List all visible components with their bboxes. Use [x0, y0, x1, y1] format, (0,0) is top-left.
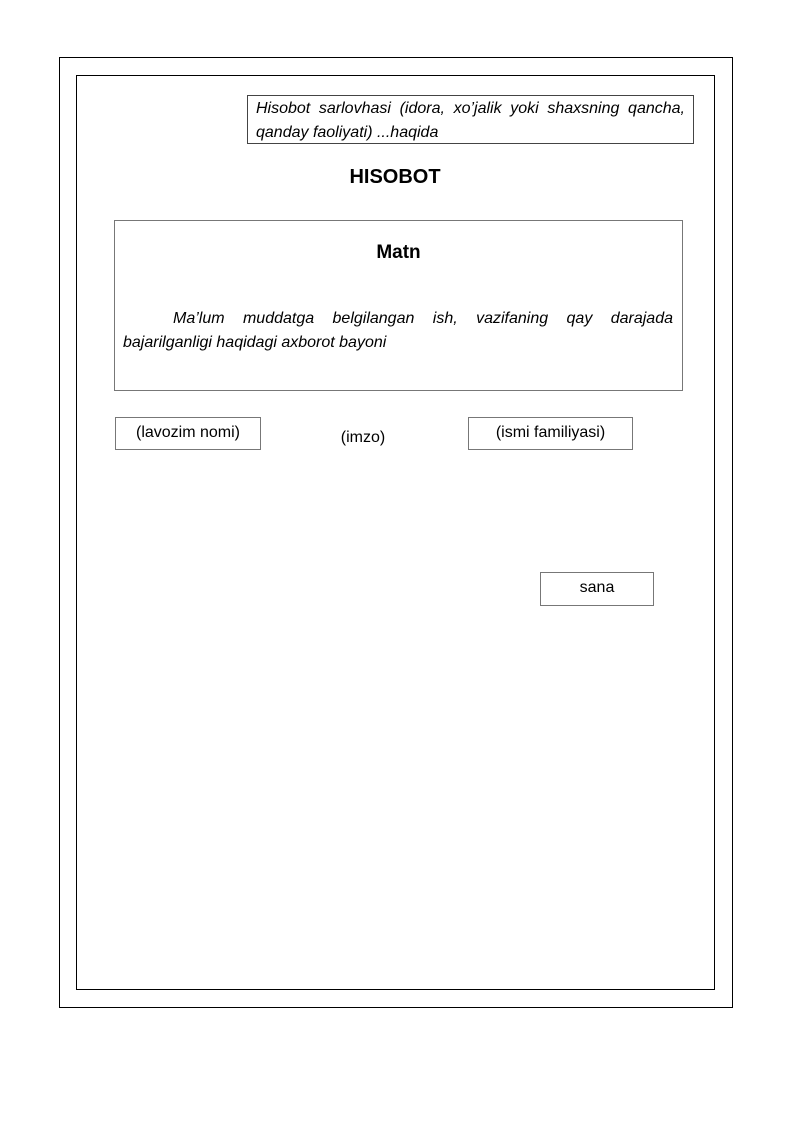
header-note-text: Hisobot sarlovhasi (idora, xo’jalik yoki shaxsning qancha, qanday faoliyati) ...haqida	[256, 100, 685, 141]
top-rule	[76, 57, 715, 58]
document-title: HISOBOT	[349, 166, 441, 188]
content-body: Ma’lum muddatga belgilangan ish, vazifaning qay darajada bajarilganligi haqidagi axborot bayoni	[123, 310, 673, 351]
header-note-box	[247, 95, 694, 144]
position-field	[115, 417, 261, 450]
date-label: sana	[579, 579, 615, 596]
page-inner-border	[76, 75, 715, 990]
position-label: (lavozim nomi)	[135, 424, 240, 441]
name-field	[468, 417, 633, 450]
name-label: (ismi familiyasi)	[495, 424, 606, 441]
signature-label: (imzo)	[340, 429, 386, 446]
date-field	[540, 572, 654, 606]
content-box	[114, 220, 683, 391]
content-title: Matn	[376, 242, 421, 263]
